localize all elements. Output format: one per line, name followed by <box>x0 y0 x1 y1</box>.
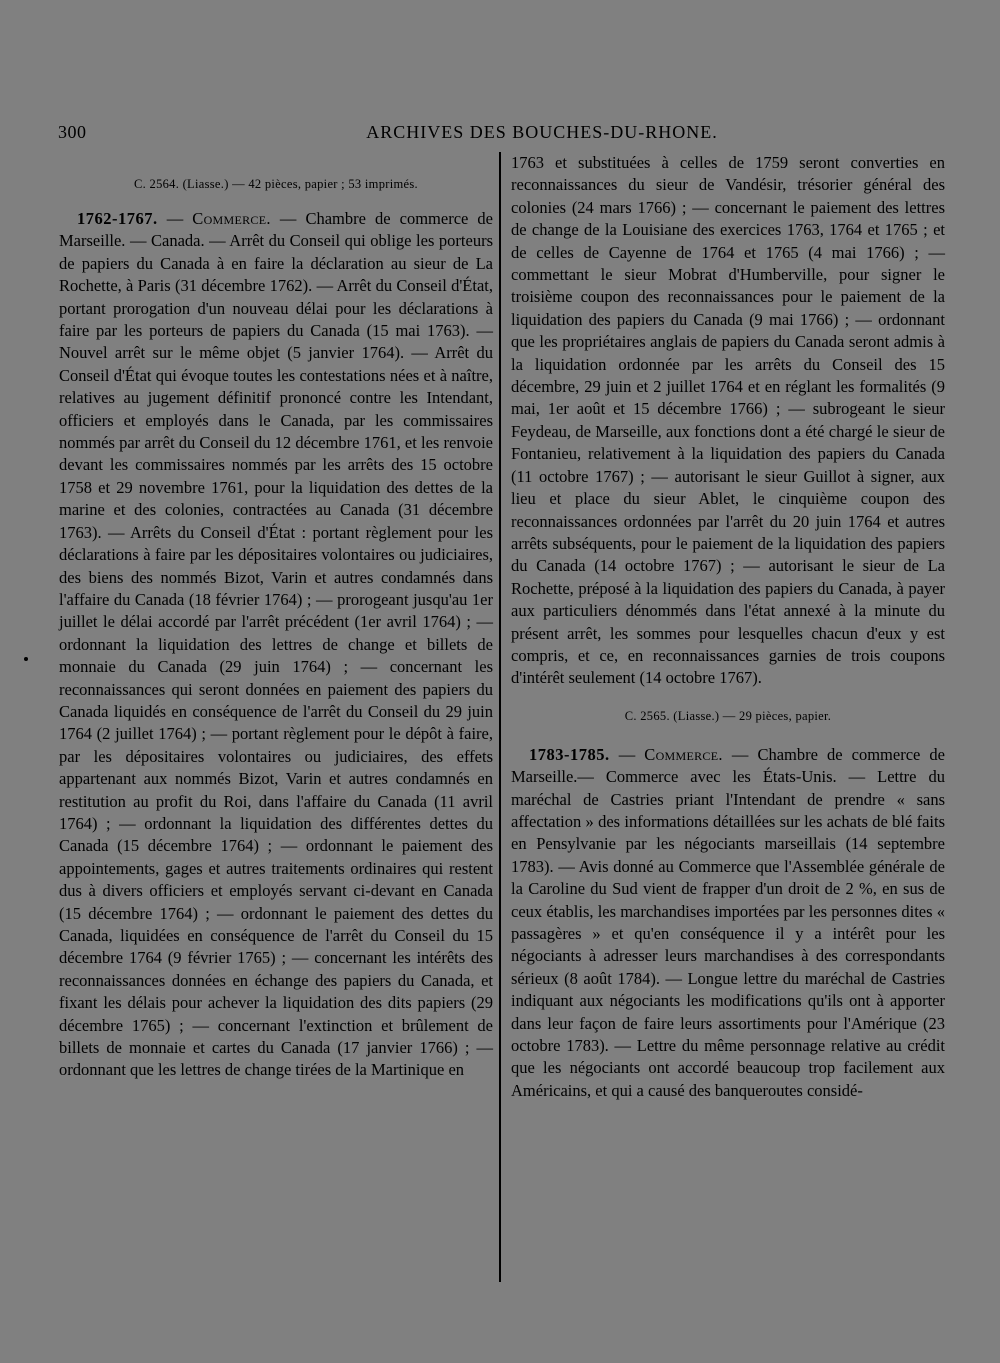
page-number: 300 <box>58 122 87 142</box>
record-header-c2564: C. 2564. (Liasse.) — 42 pièces, papier ; 53 imprimés. <box>134 177 418 191</box>
left-column <box>59 152 493 1082</box>
entry-category: Commerce. <box>644 744 723 764</box>
entry-dates: 1762-1767. <box>77 209 158 228</box>
page-header <box>58 122 946 146</box>
entry-dates: 1783-1785. <box>529 744 610 764</box>
entry-c2564: 1762-1767. — Commerce. — Chambre de commerce de Marseille. — Canada. — Arrêt du Conseil qui oblige les porteurs de papiers du Canada à en faire la déclaration au sieur de La Rochette, à Paris (31 décembre 1762). — Arrêt du Conseil d'État, portant prorogation d'un nouveau délai pour les déclarations à faire par les porteurs de papiers du Canada (15 mai 1763). — Nouvel arrêt sur le même objet (5 janvier 1764). — Arrêt du Conseil d'État qui évoque toutes les contestations nées et à naître, relatives au jugement définitif prononcé contre les Intendant, officiers et employés dans le Canada, par les commissaires nommés par arrêt du Conseil du 12 décembre 1761, et les renvoie devant les commissaires nommés par les arrêts des 15 octobre 1758 et 29 novembre 1761, pour la liquidation des dettes de la marine et des colonies, contractées au Canada (31 décembre 1763). — Arrêts du Conseil d'État : portant règlement pour les déclarations à faire par les dépositaires volontaires ou judiciaires, des biens des nommés Bizot, Varin et autres condamnés dans l'affaire du Canada (18 février 1764) ; — prorogeant jusqu'au 1er juillet le délai accordé par l'arrêt précédent (1er avril 1764) ; — ordonnant la liquidation des lettres de change et billets de monnaie du Canada (29 juin 1764) ; — concernant les reconnaissances qui seront données en paiement des papiers du Canada liquidés en conséquence de l'arrêt du Conseil du 29 juin 1764 (2 juillet 1764) ; — portant règlement pour le dépôt à faire, par les dépositaires volontaires ou judiciaires, des effets appartenant aux nommés Bizot, Varin et autres condamnés en restitution au profit du Roi, dans l'affaire du Canada (11 avril 1764) ; — ordonnant la liquidation des différentes dettes du Canada (15 décembre 1764) ; — ordonnant le paiement des appointements, gages et autres traitements ordinaires qui restent dus à divers officiers et employés servant ci-devant en Canada (15 décembre 1764) ; — ordonnant le paiement des dettes du Canada, liquidées en conséquence de l'arrêt du Conseil du 15 décembre 1764 (9 février 1765) ; — concernant les intérêts des reconnaissances données en échange des papiers du Canada, et fixant les délais pour achever la liquidation des dits papiers (29 décembre 1765) ; — concernant l'extinction et brûlement de billets de monnaie et cartes du Canada (17 janvier 1766) ; — ordonnant que les lettres de change tirées de la Martinique en <box>59 209 494 1080</box>
entry-c2565: 1783-1785. — Commerce. — Chambre de commerce de Marseille.— Commerce avec les États-Unis. — Lettre du maréchal de Castries priant l'Intendant de prendre « sans affectation » des informations détaillées sur les achats de blé faits en Pensylvanie par les négociants marseillais (14 septembre 1783). — Avis donné au Commerce que l'Assemblée générale de la Caroline du Sud vient de frapper d'un droit de 2 %, en sus de ceux établis, les marchandises importées par les personnes dites « passagères » et qu'en conséquence il y a intérêt pour les négociants à adresser leurs marchandises à des correspondants sérieux (8 août 1784). — Longue lettre du maréchal de Castries indiquant aux négociants les modifications qu'ils ont à apporter dans leur façon de faire leurs assortiments pour l'Amérique (23 octobre 1783). — Lettre du même personnage relative au crédit que les négociants ont accordé beaucoup trop facilement aux Américains, et qui a causé des banqueroutes considé- <box>511 744 946 1100</box>
column-divider <box>499 152 501 1282</box>
margin-mark <box>24 657 28 661</box>
entry-c2564-continuation: 1763 et substituées à celles de 1759 seront converties en reconnaissances du sieur de Vandésir, trésorier général des colonies (24 mars 1766) ; — concernant le paiement des lettres de change de la Louisiane des exercices 1763, 1764 et 1765 ; et de celles de Cayenne de 1764 et 1765 (4 mai 1766) ; — commettant le sieur Mobrat d'Humberville, pour signer le troisième coupon des reconnaissances pour le paiement de la liquidation des papiers du Canada (9 mai 1766) ; — ordonnant que les propriétaires anglais de papiers du Canada seront admis à la liquidation ordonnée par les arrêts du Conseil des 15 décembre, 29 juin et 2 juillet 1764 et en réglant les formalités (9 mai, 1er août et 15 décembre 1766) ; — subrogeant le sieur Feydeau, de Marseille, aux fonctions dont a été chargé le sieur de Fontanieu, relativement à la liquidation des papiers du Canada (11 octobre 1767) ; — autorisant le sieur Guillot à signer, aux lieu et place du sieur Ablet, le cinquième coupon des reconnaissances ordonnées par l'arrêt du 20 juin 1764 et autres arrêts subséquents, pour le paiement de la liquidation des papiers du Canada (14 octobre 1767) ; — autorisant le sieur de La Rochette, préposé à la liquidation des papiers du Canada, à payer aux particuliers dénommés dans l'état annexé à la minute du présent arrêt, les sommes pour lesquelles chacun d'eux y est compris, et ce, en reconnaissances garnies de trois coupons d'intérêt seulement (14 octobre 1767). <box>511 153 945 688</box>
right-column <box>511 152 945 1102</box>
record-header-c2565: C. 2565. (Liasse.) — 29 pièces, papier. <box>624 708 832 723</box>
entry-body: — Chambre de commerce de Marseille.— Commerce avec les États-Unis. — Lettre du maréchal de Castries priant l'Intendant de prendre « sans affectation » des informations détaillées sur les achats de blé faits en Pensylvanie par les négociants marseillais (14 septembre 1783). — Avis donné au Commerce que l'Assemblée générale de la Caroline du Sud vient de frapper d'un droit de 2 %, en sus de ceux établis, les marchandises importées par les personnes dites « passagères » et qu'en conséquence il y a intérêt pour les négociants à adresser leurs marchandises à des correspondants sérieux (8 août 1784). — Longue lettre du maréchal de Castries indiquant aux négociants les modifications qu'ils ont à apporter dans leur façon de faire leurs assortiments pour l'Amérique (23 octobre 1783). — Lettre du même personnage relative au crédit que les négociants ont accordé beaucoup trop facilement aux Américains, et qui a causé des banqueroutes considé- <box>511 744 946 1100</box>
entry-category: Commerce. <box>192 209 271 228</box>
running-title: ARCHIVES DES BOUCHES-DU-RHONE. <box>366 122 718 142</box>
entry-body: — Chambre de commerce de Marseille. — Canada. — Arrêt du Conseil qui oblige les porteurs de papiers du Canada à en faire la déclaration au sieur de La Rochette, à Paris (31 décembre 1762). — Arrêt du Conseil d'État, portant prorogation d'un nouveau délai pour les déclarations à faire par les porteurs de papiers du Canada (15 mai 1763). — Nouvel arrêt sur le même objet (5 janvier 1764). — Arrêt du Conseil d'État qui évoque toutes les contestations nées et à naître, relatives au jugement définitif prononcé contre les Intendant, officiers et employés dans le Canada, par les commissaires nommés par arrêt du Conseil du 12 décembre 1761, et les renvoie devant les commissaires nommés par les arrêts des 15 octobre 1758 et 29 novembre 1761, pour la liquidation des dettes de la marine et des colonies, contractées au Canada (31 décembre 1763). — Arrêts du Conseil d'État : portant règlement pour les déclarations à faire par les dépositaires volontaires ou judiciaires, des biens des nommés Bizot, Varin et autres condamnés dans l'affaire du Canada (18 février 1764) ; — prorogeant jusqu'au 1er juillet le délai accordé par l'arrêt précédent (1er avril 1764) ; — ordonnant la liquidation des lettres de change et billets de monnaie du Canada (29 juin 1764) ; — concernant les reconnaissances qui seront données en paiement des papiers du Canada liquidés en conséquence de l'arrêt du Conseil du 29 juin 1764 (2 juillet 1764) ; — portant règlement pour le dépôt à faire, par les dépositaires volontaires ou judiciaires, des effets appartenant aux nommés Bizot, Varin et autres condamnés en restitution au profit du Roi, dans l'affaire du Canada (11 avril 1764) ; — ordonnant la liquidation des différentes dettes du Canada (15 décembre 1764) ; — ordonnant le paiement des appointements, gages et autres traitements ordinaires qui restent dus à divers officiers et employés servant ci-devant en Canada (15 décembre 1764) ; — ordonnant le paiement des dettes du Canada, liquidées en conséquence de l'arrêt du Conseil du 15 décembre 1764 (9 février 1765) ; — concernant les intérêts des reconnaissances données en échange des papiers du Canada, et fixant les délais pour achever la liquidation des dits papiers (29 décembre 1765) ; — concernant l'extinction et brûlement de billets de monnaie et cartes du Canada (17 janvier 1766) ; — ordonnant que les lettres de change tirées de la Martinique en <box>59 209 494 1080</box>
